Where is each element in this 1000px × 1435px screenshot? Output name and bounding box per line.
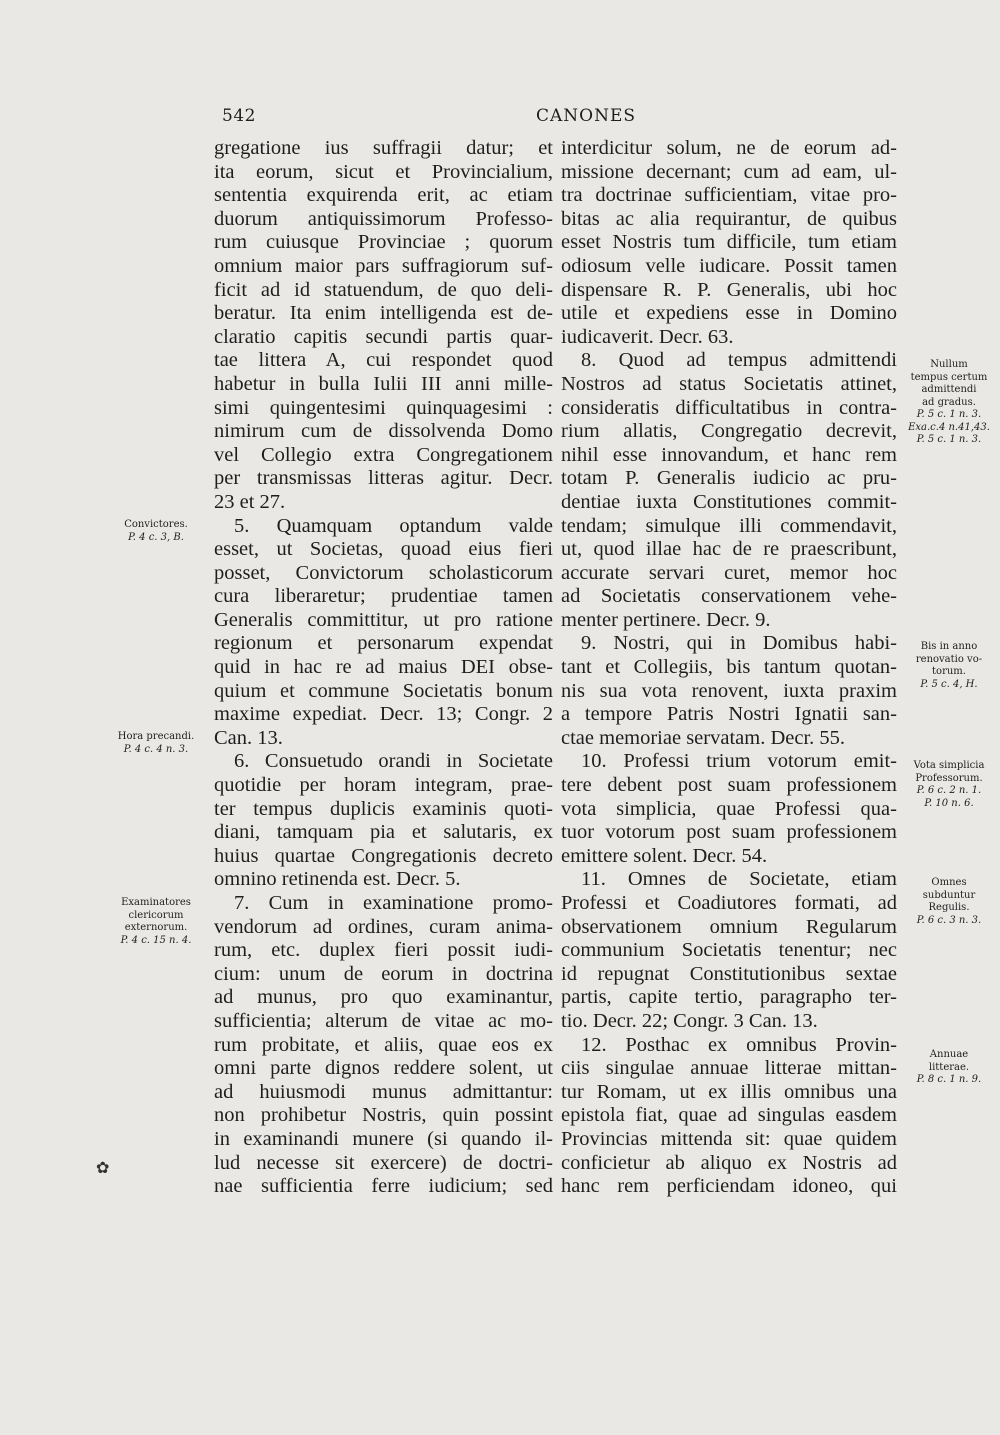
margin-note-ref: P. 4 c. 4 n. 3. [123, 743, 189, 755]
right-column-line: epistola fiat, quae ad singulas easdem [561, 1104, 897, 1127]
left-column-line: omnino retinenda est. Decr. 5. [214, 868, 461, 891]
margin-note-title: Convictores. [124, 519, 188, 530]
left-column-line: 7. Cum in examinatione promo- [234, 892, 553, 914]
margin-note-ref: P. 8 c. 1 n. 9. [916, 1074, 982, 1085]
right-column-line: ad Societatis conservationem vehe- [561, 585, 897, 608]
right-column-line: hanc rem perficiendam idoneo, qui [561, 1175, 897, 1198]
margin-note-title: admittendi [921, 384, 977, 395]
right-column-line: 8. Quod ad tempus admittendi [581, 349, 897, 372]
margin-note-ref: P. 10 n. 6. [924, 797, 974, 809]
margin-note-title: externorum. [124, 922, 188, 933]
left-column-line: cium: unum de eorum in doctrina [214, 962, 553, 985]
ink-smudge-mark: ✿ [96, 1158, 110, 1177]
left-column-line: 6. Consuetudo orandi in Societate [234, 750, 553, 773]
right-column-line: tra doctrinae sufficientiam, vitae pro- [561, 184, 897, 207]
margin-note-title: ad gradus. [922, 396, 976, 408]
margin-note-convictores [106, 519, 206, 544]
right-column-line: 9. Nostri, qui in Domibus habi- [581, 632, 897, 655]
right-column-line: esset Nostris tum difficile, tum etiam [561, 231, 897, 254]
right-column-line: rium allatis, Congregatio decrevit, [561, 420, 897, 443]
margin-note-title: Vota simplicia [913, 760, 985, 771]
margin-note-title: subduntur [922, 889, 976, 901]
margin-note-title: Omnes [931, 877, 967, 888]
left-column-line: duorum antiquissimorum Professo- [214, 207, 553, 230]
right-column-line: totam P. Generalis iudicio ac pru- [561, 467, 897, 490]
right-column-line: dispensare R. P. Generalis, ubi hoc [561, 278, 897, 301]
margin-note-title: Bis in anno [920, 641, 978, 652]
left-text-column [214, 137, 553, 1199]
left-column-line: regionum et personarum expendat [214, 632, 553, 655]
margin-note-title: Nullum [930, 359, 968, 370]
left-column-line: quium et commune Societatis bonum [214, 679, 553, 702]
margin-note-title: Regulis. [928, 902, 970, 913]
left-column-line: simi quingentesimi quinquagesimi : [214, 396, 553, 419]
left-column-line: rum cuiusque Provinciae ; quorum [214, 231, 553, 254]
left-column-line: nimirum cum de dissolvenda Domo [214, 420, 553, 443]
right-column-line: Professi et Coadiutores formati, ad [561, 892, 897, 914]
right-column-line: Provincias mittenda sit: quae quidem [561, 1127, 897, 1150]
right-text-column [561, 137, 897, 1199]
right-column-line: iudicaverit. Decr. 63. [561, 325, 734, 348]
left-column-line: sufficientia; alterum de vitae ac mo- [214, 1009, 553, 1032]
margin-note-hora-precandi [106, 731, 206, 756]
margin-note-ref: P. 6 c. 2 n. 1. [916, 785, 982, 796]
left-column-line: omnium maior pars suffragiorum suf- [214, 254, 553, 277]
margin-note-bis-in-anno [904, 641, 994, 691]
margin-note-title: torum. [932, 666, 966, 677]
left-column-line: rum probitate, et aliis, quae eos ex [214, 1033, 553, 1056]
left-column-line: quotidie per horam integram, prae- [214, 774, 553, 797]
left-column-line: beratur. Ita enim intelligenda est de- [214, 302, 553, 325]
right-column-line: dentiae iuxta Constitutiones commit- [561, 490, 897, 513]
right-column-line: communium Societatis tenentur; nec [561, 939, 897, 962]
margin-note-ref: Exa.c.4 n.41,43. [908, 421, 990, 433]
left-column-line: ficit ad id statuendum, de quo deli- [214, 278, 553, 301]
left-column-line: sententia exquirenda erit, ac etiam [214, 184, 553, 207]
left-column-line: 23 et 27. [214, 490, 286, 513]
left-column-line: Generalis committitur, ut pro ratione [214, 608, 553, 631]
margin-note-title: renovatio vo- [915, 653, 983, 665]
left-column-line: ad huiusmodi munus admittantur: [214, 1080, 553, 1103]
left-column-line: huius quartae Congregationis decreto [214, 844, 553, 867]
right-column-line: interdicitur solum, ne de eorum ad- [561, 137, 897, 159]
left-column-line: ter tempus duplicis examinis quoti- [214, 797, 553, 820]
right-column-line: tuor votorum post suam professionem [561, 821, 897, 844]
right-column-line: nis sua vota renovent, iuxta praxim [561, 679, 897, 702]
left-column-line: cura liberaretur; prudentiae tamen [214, 585, 553, 608]
left-column-line: nae sufficientia ferre iudicium; sed [214, 1175, 553, 1198]
left-column-line: posset, Convictorum scholasticorum [214, 561, 553, 584]
right-column-line: nihil esse innovandum, et hanc rem [561, 443, 897, 466]
left-column-line: tae littera A, cui respondet quod [214, 349, 553, 372]
left-column-line: vel Collegio extra Congregationem [214, 443, 553, 466]
left-column-line: Can. 13. [214, 726, 283, 749]
margin-note-ref: P. 4 c. 15 n. 4. [120, 934, 192, 946]
margin-note-ref: P. 5 c. 1 n. 3. [916, 434, 982, 445]
margin-note-title: tempus certum [910, 371, 988, 383]
left-column-line: claratio capitis secundi partis quar- [214, 325, 553, 348]
margin-note-ref: P. 6 c. 3 n. 3. [916, 914, 982, 926]
left-column-line: quid in hac re ad maius DEI obse- [214, 656, 553, 679]
right-column-line: accurate servari curet, memor hoc [561, 561, 897, 584]
margin-note-ref: P. 4 c. 3, B. [128, 531, 184, 543]
left-column-line: ad munus, pro quo examinantur, [214, 986, 553, 1009]
margin-note-title: Hora precandi. [117, 731, 195, 742]
right-column-line: odiosum velle iudicare. Possit tamen [561, 254, 897, 277]
right-column-line: 12. Posthac ex omnibus Provin- [581, 1033, 897, 1056]
margin-note-title: litterae. [928, 1061, 970, 1073]
right-column-line: tendam; simulque illi commendavit, [561, 514, 897, 537]
right-column-line: menter pertinere. Decr. 9. [561, 608, 771, 631]
margin-note-nullum-tempus [904, 359, 994, 447]
right-column-line: missione decernant; cum ad eam, ul- [561, 160, 897, 183]
right-column-line: ciis singulae annuae litterae mittan- [561, 1057, 897, 1080]
page-number: 542 [222, 106, 256, 126]
right-column-line: partis, capite tertio, paragrapho ter- [561, 986, 897, 1009]
right-column-line: conficietur ab aliquo ex Nostris ad [561, 1151, 897, 1174]
left-column-line: omni parte dignos reddere solent, ut [214, 1057, 553, 1080]
margin-note-title: clericorum [128, 909, 184, 921]
right-column-line: tur Romam, ut ex illis omnibus una [561, 1080, 897, 1103]
left-column-line: rum, etc. duplex fieri possit iudi- [214, 939, 553, 962]
right-column-line: ctae memoriae servatam. Decr. 55. [561, 726, 846, 749]
left-column-line: ita eorum, sicut et Provincialium, [214, 160, 553, 183]
margin-note-annuae-litterae [904, 1049, 994, 1087]
margin-note-ref: P. 5 c. 4, H. [920, 678, 978, 690]
left-column-line: non prohibetur Nostris, quin possint [214, 1104, 553, 1127]
right-column-line: vota simplicia, quae Professi qua- [561, 797, 897, 820]
left-column-line: per transmissas litteras agitur. Decr. [214, 467, 553, 490]
right-column-line: ut, quod illae hac de re praescribunt, [561, 538, 897, 561]
right-column-line: 11. Omnes de Societate, etiam [581, 868, 897, 891]
running-title: CANONES [536, 106, 637, 126]
right-column-line: tere debent post suam professionem [561, 774, 897, 797]
right-column-line: bitas ac alia requirantur, de quibus [561, 207, 897, 230]
margin-note-examinatores [106, 897, 206, 947]
margin-note-title: Annuae [929, 1049, 969, 1060]
margin-note-title: Examinatores [121, 897, 191, 908]
right-column-line: emittere solent. Decr. 54. [561, 844, 768, 867]
left-column-line: maxime expediat. Decr. 13; Congr. 2 [214, 703, 553, 726]
margin-note-vota-simplicia [904, 760, 994, 810]
left-column-line: 5. Quamquam optandum valde [234, 514, 553, 537]
left-column-line: lud necesse sit exercere) de doctri- [214, 1151, 553, 1174]
right-column-line: Nostros ad status Societatis attinet, [561, 372, 897, 395]
right-column-line: tant et Collegiis, bis tantum quotan- [561, 656, 897, 679]
right-column-line: consideratis difficultatibus in contra- [561, 396, 897, 419]
left-column-line: in examinandi munere (si quando il- [214, 1127, 553, 1150]
right-column-line: observationem omnium Regularum [561, 915, 897, 938]
right-column-line: tio. Decr. 22; Congr. 3 Can. 13. [561, 1009, 818, 1032]
left-column-line: diani, tamquam pia et salutaris, ex [214, 821, 553, 844]
margin-note-ref: P. 5 c. 1 n. 3. [916, 409, 982, 420]
left-column-line: gregatione ius suffragii datur; et [214, 137, 553, 159]
left-column-line: habetur in bulla Iulii III anni mille- [214, 372, 553, 395]
margin-note-omnes-subduntur [904, 877, 994, 927]
left-column-line: vendorum ad ordines, curam anima- [214, 915, 553, 938]
right-column-line: utile et expediens esse in Domino [561, 302, 897, 325]
left-column-line: esset, ut Societas, quoad eius fieri [214, 538, 553, 561]
right-column-line: a tempore Patris Nostri Ignatii san- [561, 703, 897, 726]
right-column-line: id repugnat Constitutionibus sextae [561, 962, 897, 985]
margin-note-title: Professorum. [915, 772, 983, 784]
right-column-line: 10. Professi trium votorum emit- [581, 750, 897, 773]
